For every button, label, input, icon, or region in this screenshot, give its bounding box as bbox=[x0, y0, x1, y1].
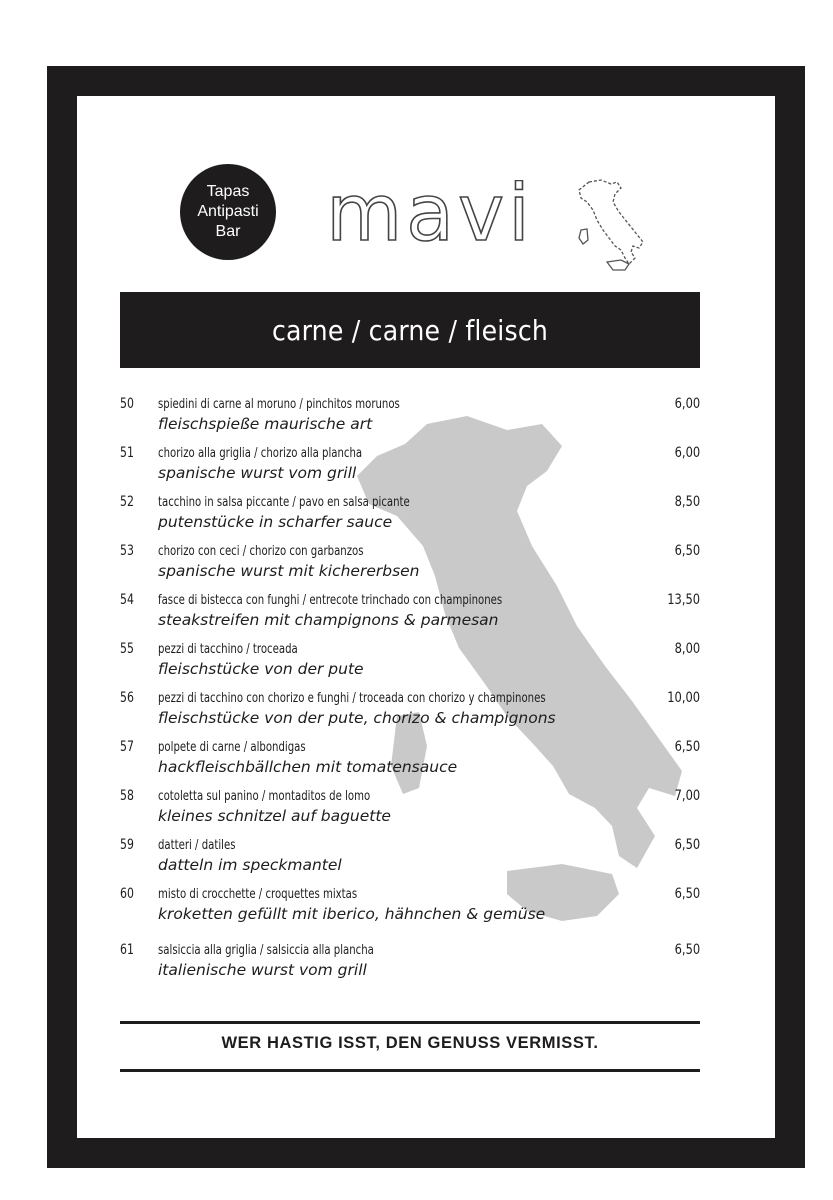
item-number: 57 bbox=[120, 739, 134, 755]
item-price: 6,50 bbox=[674, 942, 700, 958]
list-item bbox=[120, 543, 700, 592]
item-description: spanische wurst vom grill bbox=[158, 464, 357, 482]
item-description: fleischstücke von der pute, chorizo & champignons bbox=[158, 709, 556, 727]
list-item bbox=[120, 942, 700, 991]
item-description: fleischspieße maurische art bbox=[158, 415, 373, 433]
item-price: 7,00 bbox=[674, 788, 700, 804]
item-price: 8,00 bbox=[674, 641, 700, 657]
item-description: fleischstücke von der pute bbox=[158, 660, 364, 678]
motto: WER HASTIG ISST, DEN GENUSS VERMISST. bbox=[221, 1034, 599, 1052]
item-number: 55 bbox=[120, 641, 134, 657]
section-title: carne / carne / fleisch bbox=[271, 313, 549, 347]
item-number: 56 bbox=[120, 690, 134, 706]
item-name: pezzi di tacchino / troceada bbox=[158, 642, 298, 657]
list-item bbox=[120, 494, 700, 543]
list-item bbox=[120, 886, 700, 942]
item-price: 6,50 bbox=[674, 739, 700, 755]
item-price: 6,50 bbox=[674, 543, 700, 559]
item-number: 60 bbox=[120, 886, 134, 902]
badge-line-bar: Bar bbox=[215, 223, 241, 240]
item-description: spanische wurst mit kichererbsen bbox=[158, 562, 420, 580]
item-name: chorizo con ceci / chorizo con garbanzos bbox=[158, 544, 364, 559]
item-number: 54 bbox=[120, 592, 134, 608]
item-number: 53 bbox=[120, 543, 134, 559]
item-name: datteri / datiles bbox=[158, 838, 236, 853]
list-item bbox=[120, 739, 700, 788]
item-description: italienische wurst vom grill bbox=[158, 961, 367, 979]
item-price: 6,00 bbox=[674, 445, 700, 461]
item-price: 8,50 bbox=[674, 494, 700, 510]
item-number: 58 bbox=[120, 788, 134, 804]
item-number: 51 bbox=[120, 445, 134, 461]
badge-line-antipasti: Antipasti bbox=[197, 203, 259, 220]
menu-frame bbox=[47, 66, 805, 1168]
item-description: kleines schnitzel auf baguette bbox=[158, 807, 391, 825]
item-description: steakstreifen mit champignons & parmesan bbox=[158, 611, 499, 629]
item-name: cotoletta sul panino / montaditos de lomo bbox=[158, 789, 371, 804]
item-price: 6,50 bbox=[674, 837, 700, 853]
menu-list bbox=[120, 396, 700, 991]
section-banner bbox=[120, 292, 700, 368]
item-name: tacchino in salsa piccante / pavo en salsa picante bbox=[158, 495, 410, 510]
item-number: 59 bbox=[120, 837, 134, 853]
item-description: datteln im speckmantel bbox=[158, 856, 342, 874]
item-description: kroketten gefüllt mit iberico, hähnchen & gemüse bbox=[158, 905, 546, 923]
item-price: 6,00 bbox=[674, 396, 700, 412]
divider-top bbox=[120, 1021, 700, 1024]
mavi-logo bbox=[305, 180, 555, 256]
badge-line-tapas: Tapas bbox=[206, 183, 250, 200]
item-price: 10,00 bbox=[667, 690, 700, 706]
bar-badge bbox=[180, 164, 276, 260]
menu-page bbox=[77, 96, 775, 1138]
list-item bbox=[120, 641, 700, 690]
item-description: hackfleischbällchen mit tomatensauce bbox=[158, 758, 458, 776]
item-name: fasce di bistecca con funghi / entrecote trinchado con champinones bbox=[158, 593, 503, 608]
list-item bbox=[120, 445, 700, 494]
item-name: chorizo alla griglia / chorizo alla plancha bbox=[158, 446, 363, 461]
list-item bbox=[120, 788, 700, 837]
list-item bbox=[120, 690, 700, 739]
item-name: spiedini di carne al moruno / pinchitos morunos bbox=[158, 397, 400, 412]
list-item bbox=[120, 396, 700, 445]
item-number: 50 bbox=[120, 396, 134, 412]
item-name: misto di crocchette / croquettes mixtas bbox=[158, 887, 358, 902]
item-description: putenstücke in scharfer sauce bbox=[158, 513, 393, 531]
logo-text: mavi bbox=[326, 180, 534, 256]
list-item bbox=[120, 837, 700, 886]
item-name: salsiccia alla griglia / salsiccia alla plancha bbox=[158, 943, 374, 958]
divider-bottom bbox=[120, 1069, 700, 1072]
list-item bbox=[120, 592, 700, 641]
item-number: 52 bbox=[120, 494, 134, 510]
item-number: 61 bbox=[120, 942, 134, 958]
item-name: pezzi di tacchino con chorizo e funghi / troceada con chorizo y champinones bbox=[158, 691, 546, 706]
item-name: polpete di carne / albondigas bbox=[158, 740, 306, 755]
item-price: 13,50 bbox=[667, 592, 700, 608]
italy-outline-icon bbox=[577, 178, 647, 272]
item-price: 6,50 bbox=[674, 886, 700, 902]
